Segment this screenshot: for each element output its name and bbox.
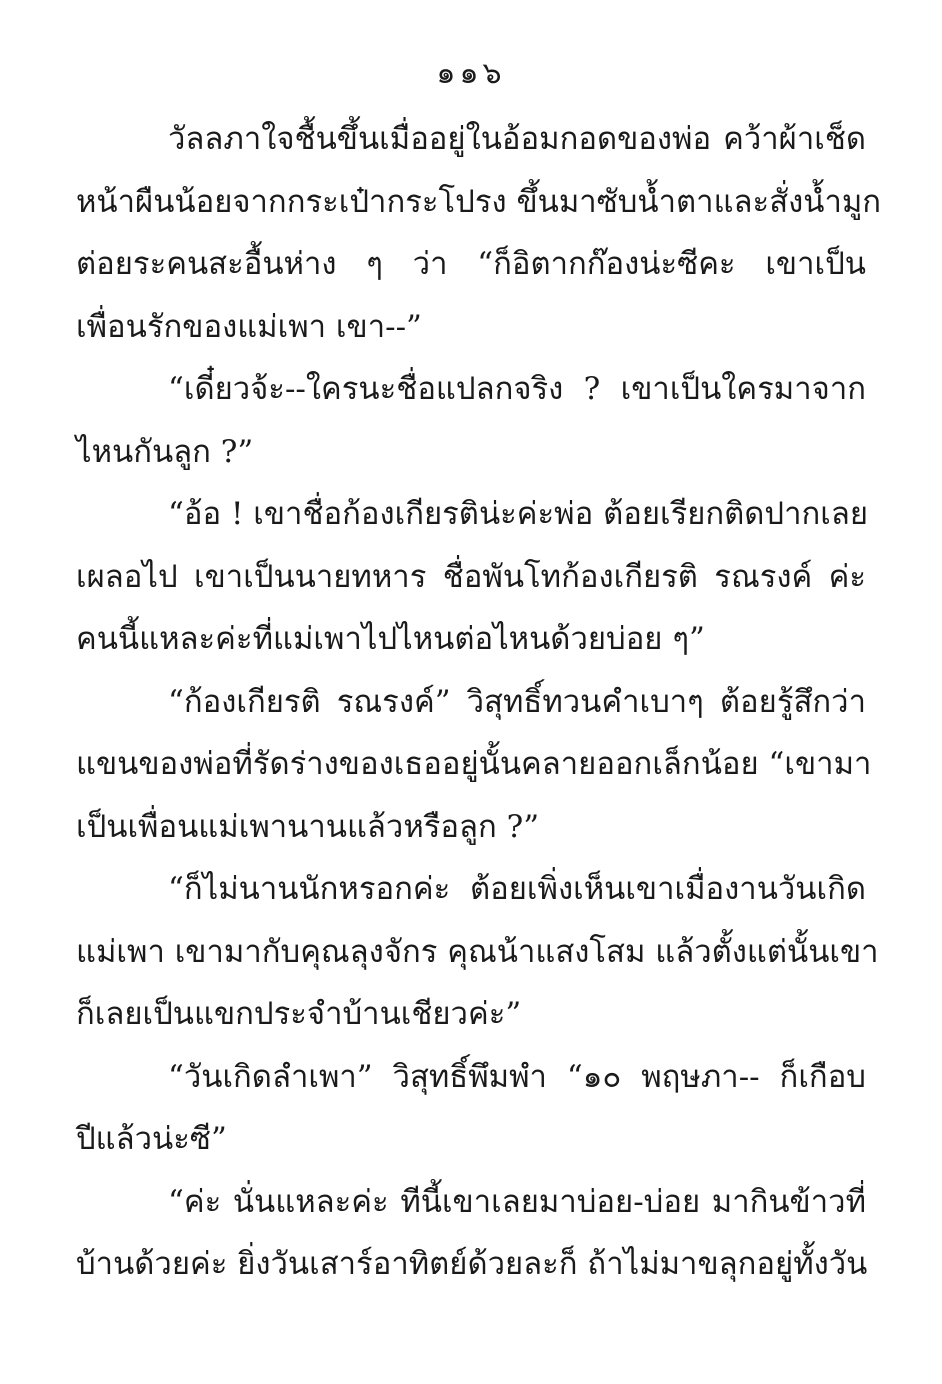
text-line: วัลลภาใจชื้นขึ้นเมื่ออยู่ในอ้อมกอดของพ่อ คว้าผ้าเช็ด [168, 121, 866, 157]
text-line: คนนี้แหละค่ะที่แม่เพาไปไหนต่อไหนด้วยบ่อย ๆ” [76, 621, 705, 657]
text-line: เพื่อนรักของแม่เพา เขา--” [76, 308, 422, 345]
text-line: เป็นเพื่อนแม่เพานานแล้วหรือลูก ?” [76, 808, 540, 845]
text-line: ก็เลยเป็นแขกประจำบ้านเชียวค่ะ” [76, 996, 522, 1032]
text-line: “ก้องเกียรติ รณรงค์” วิสุทธิ์ทวนคำเบาๆ ต้อยรู้สึกว่า [168, 683, 866, 720]
text-line: “อ้อ ! เขาชื่อก้องเกียรติน่ะค่ะพ่อ ต้อยเรียกติดปากเลย [168, 496, 869, 532]
text-line: แขนของพ่อที่รัดร่างของเธออยู่นั้นคลายออกเล็กน้อย “เขามา [76, 746, 872, 782]
text-line: เผลอไป เขาเป็นนายทหาร ชื่อพันโทก้องเกียรติ รณรงค์ ค่ะ [76, 558, 866, 595]
text-line: ปีแล้วน่ะซี” [76, 1121, 227, 1157]
text-line: “เดี๋ยวจ้ะ--ใครนะชื่อแปลกจริง ? เขาเป็นใครมาจาก [168, 371, 866, 407]
text-line: ต่อยระคนสะอื้นห่าง ๆ ว่า “ก็อิตากก๊องน่ะซีคะ เขาเป็น [76, 246, 866, 282]
page-number: ๑๑๖ [436, 56, 506, 91]
text-line: หน้าผืนน้อยจากกระเป๋ากระโปรง ขึ้นมาซับน้ำตาและสั่งน้ำมูก [76, 183, 882, 220]
text-line: “ก็ไม่นานนักหรอกค่ะ ต้อยเพิ่งเห็นเขาเมื่องานวันเกิด [168, 871, 866, 907]
text-line: แม่เพา เขามากับคุณลุงจักร คุณน้าแสงโสม แล้วตั้งแต่นั้นเขา [76, 933, 879, 970]
text-line: “ค่ะ นั่นแหละค่ะ ทีนี้เขาเลยมาบ่อย-บ่อย มากินข้าวที่ [168, 1183, 866, 1220]
text-line: ไหนกันลูก ?” [76, 433, 254, 470]
text-line: “วันเกิดลำเพา” วิสุทธิ์พึมพำ “๑๐ พฤษภา-- ก็เกือบ [168, 1058, 866, 1095]
body-text [76, 108, 882, 1296]
text-line: บ้านด้วยค่ะ ยิ่งวันเสาร์อาทิตย์ด้วยละก็ ถ้าไม่มาขลุกอยู่ทั้งวัน [76, 1246, 868, 1282]
